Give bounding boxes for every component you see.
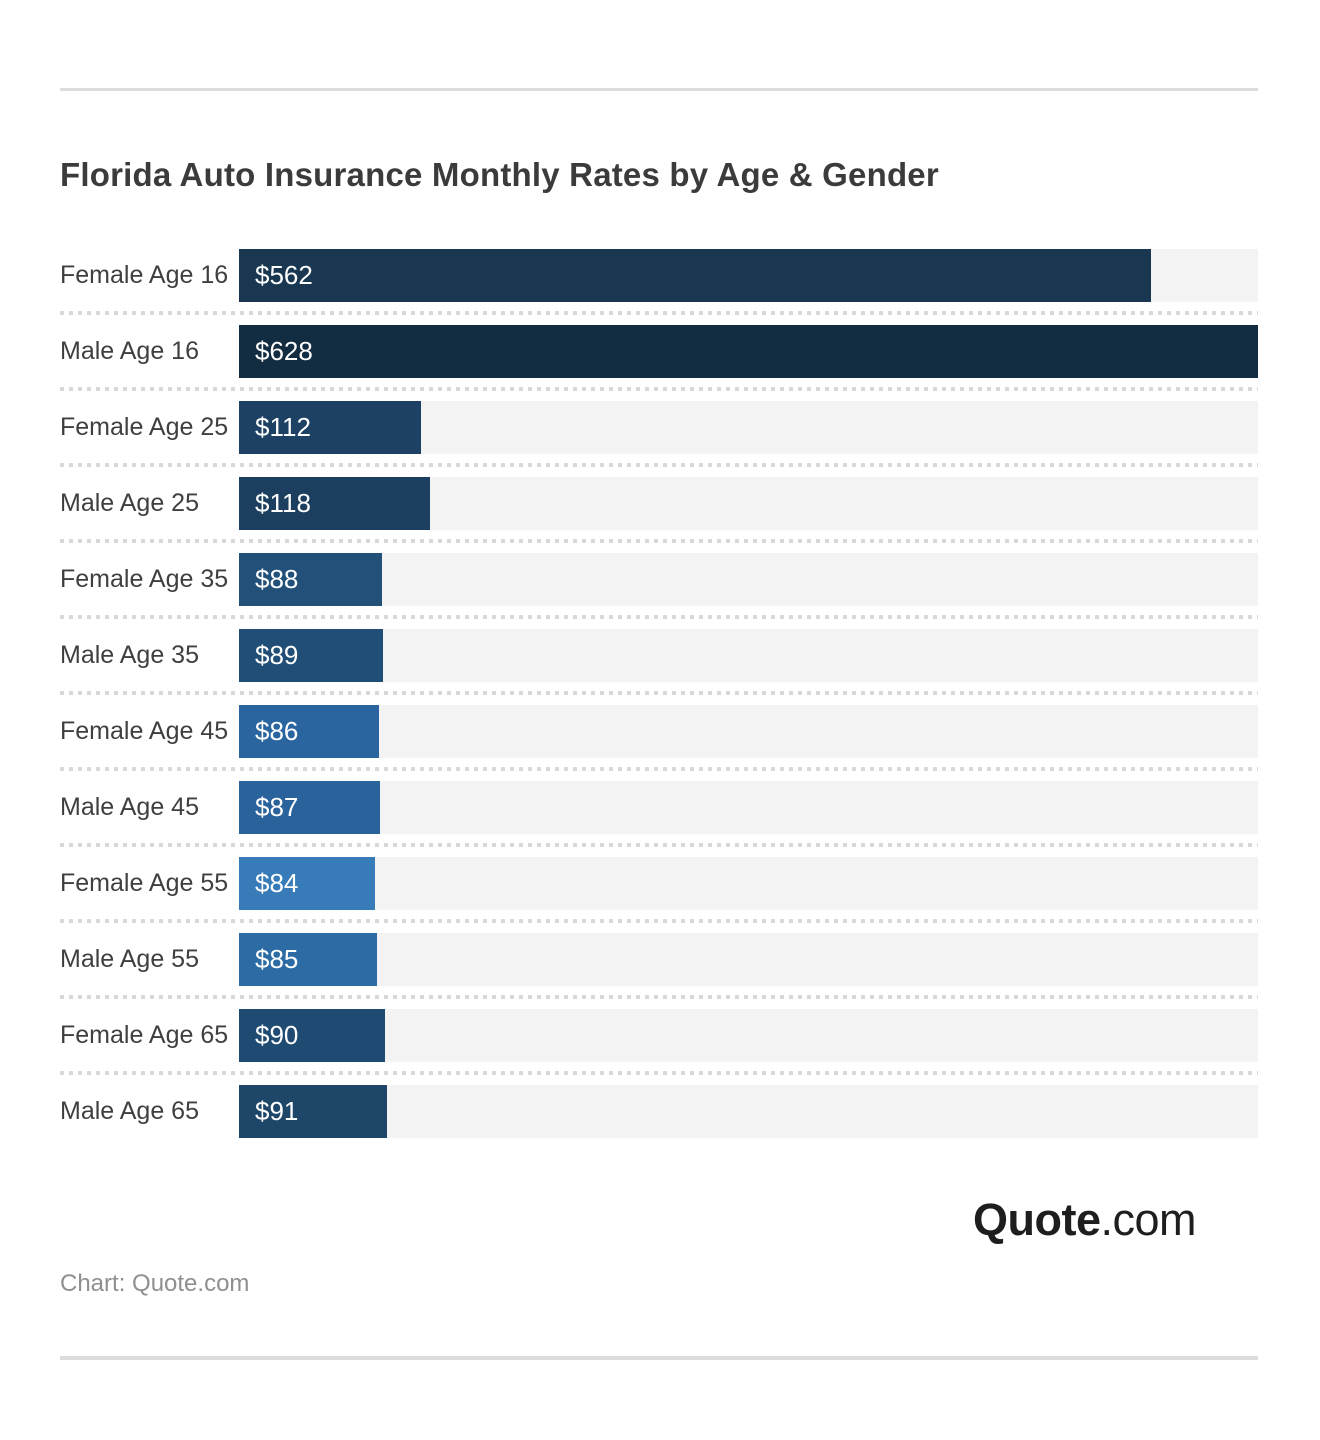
bar [239,553,382,606]
bar [239,1009,385,1062]
category-label: Male Age 35 [60,640,199,669]
bar-value-label: $90 [255,1019,299,1050]
category-label: Male Age 45 [60,792,199,821]
bar [239,629,383,682]
bar-row [60,389,1258,465]
bar-value-label: $91 [255,1095,299,1126]
top-divider [60,88,1258,91]
category-label: Female Age 55 [60,868,229,897]
bar-row [60,541,1258,617]
bar-value-label: $88 [255,563,299,594]
bar-value-label: $628 [255,335,313,366]
bar-track [239,1085,1258,1138]
bar-row [60,1073,1258,1149]
bar-row [60,465,1258,541]
bar-value-label: $89 [255,639,299,670]
quote-com-logo [60,1194,1258,1245]
bar-value-label: $562 [255,259,313,290]
bar-track [239,477,1258,530]
category-label: Female Age 25 [60,412,229,441]
bar-track [239,933,1258,986]
bar-value-label: $87 [255,791,299,822]
bar-row [60,237,1258,313]
bar-track [239,401,1258,454]
bottom-divider [60,1356,1258,1360]
category-label: Female Age 35 [60,564,229,593]
logo-bold-text: Quote [972,1194,1101,1245]
bar-value-label: $112 [255,411,311,442]
bar [239,249,1151,302]
bar-track [239,1009,1258,1062]
bar-row [60,693,1258,769]
bar-row [60,921,1258,997]
logo-light-text: .com [1100,1194,1196,1245]
category-label: Female Age 16 [60,260,229,289]
bar-track [239,781,1258,834]
bar-row [60,617,1258,693]
category-label: Male Age 16 [60,336,199,365]
bar-track [239,325,1258,378]
bar-row [60,313,1258,389]
category-label: Female Age 65 [60,1020,229,1049]
bar [239,477,430,530]
bar-chart [60,237,1258,1149]
category-label: Male Age 55 [60,944,199,973]
bar-track [239,705,1258,758]
bar-row [60,997,1258,1073]
bar-row [60,769,1258,845]
bar-track [239,857,1258,910]
bar [239,933,377,986]
bar-value-label: $118 [255,487,311,518]
bar-value-label: $84 [255,867,299,898]
source-caption: Chart: Quote.com [60,1270,250,1297]
category-label: Male Age 65 [60,1096,199,1125]
bar-row [60,845,1258,921]
bar [239,857,375,910]
category-label: Female Age 45 [60,716,229,745]
bar [239,325,1258,378]
chart-title: Florida Auto Insurance Monthly Rates by Age & Gender [60,156,939,193]
bar [239,401,421,454]
category-label: Male Age 25 [60,488,199,517]
bar-value-label: $86 [255,715,299,746]
bar-track [239,249,1258,302]
bar [239,1085,387,1138]
bar-track [239,629,1258,682]
bar-value-label: $85 [255,943,299,974]
bar-track [239,553,1258,606]
bar [239,781,380,834]
bar [239,705,379,758]
